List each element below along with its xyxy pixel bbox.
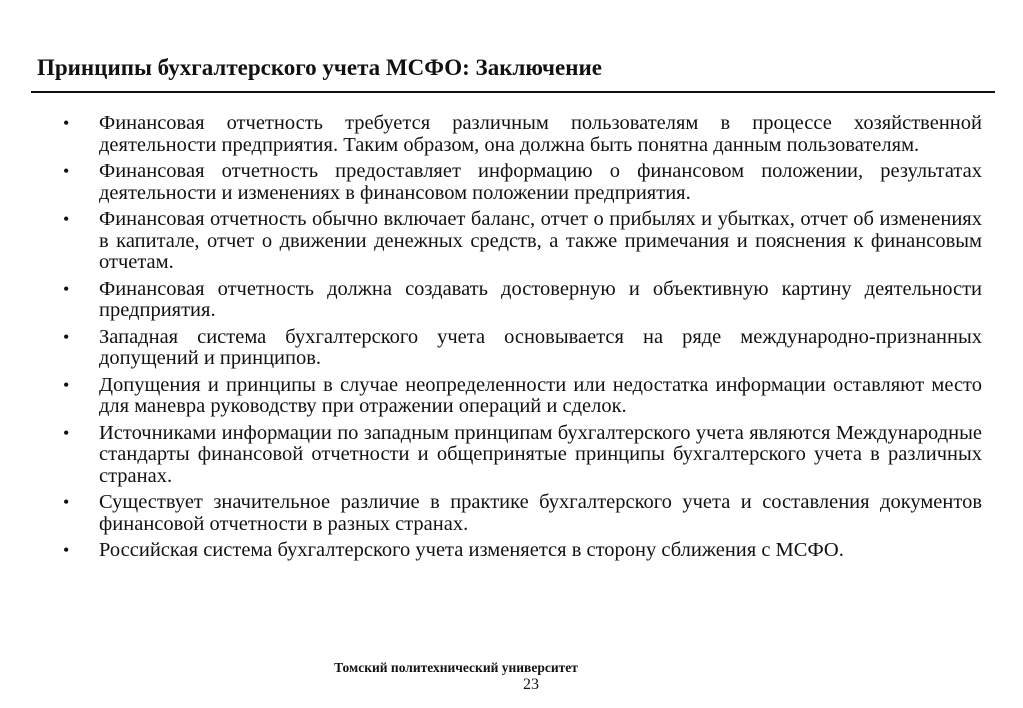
title-divider xyxy=(31,91,995,93)
bullet-dot-icon: • xyxy=(63,492,70,512)
bullet-text: Источниками информации по западным принципам бухгалтерского учета являются Международные стандарты финансовой отчетности и общепринятые принципы бухгалтерского учета в различных странах. xyxy=(99,421,982,487)
bullet-dot-icon: • xyxy=(63,278,70,299)
bullet-text: Финансовая отчетность обычно включает баланс, отчет о прибылях и убытках, отчет об изменениях в капитале, отчет о движении денежных средств, а также примечания и пояснения к финансовым отчетам. xyxy=(99,208,982,273)
bullet-item xyxy=(0,161,982,204)
footer-organization: Томский политехнический университет xyxy=(334,660,578,675)
bullet-dot-icon: • xyxy=(63,540,70,560)
bullet-item xyxy=(0,375,982,418)
bullet-text: Финансовая отчетность требуется различным пользователям в процессе хозяйственной деятельности предприятия. Таким образом, она должна быть понятна данным пользователям. xyxy=(99,112,982,156)
bullet-item xyxy=(0,113,982,156)
bullet-dot-icon: • xyxy=(63,422,70,443)
page-number: 23 xyxy=(523,676,539,693)
bullet-list xyxy=(0,113,1023,567)
bullet-dot-icon: • xyxy=(63,326,70,347)
bullet-item xyxy=(0,279,982,322)
bullet-text: Финансовая отчетность предоставляет информацию о финансовом положении, результатах деятельности и изменениях в финансовом положении предприятия. xyxy=(99,160,982,204)
bullet-item xyxy=(0,423,982,488)
bullet-dot-icon: • xyxy=(63,209,70,229)
bullet-dot-icon: • xyxy=(63,113,70,133)
bullet-text: Российская система бухгалтерского учета изменяется в сторону сближения с МСФО. xyxy=(99,539,844,561)
bullet-text: Существует значительное различие в практике бухгалтерского учета и составления документов финансовой отчетности в разных странах. xyxy=(99,491,982,535)
bullet-item xyxy=(0,492,982,535)
bullet-item xyxy=(0,540,982,562)
bullet-text: Финансовая отчетность должна создавать достоверную и объективную картину деятельности предприятия. xyxy=(99,277,982,321)
bullet-text: Допущения и принципы в случае неопределенности или недостатка информации оставляют место для маневра руководству при отражении операций и сделок. xyxy=(99,373,982,417)
bullet-dot-icon: • xyxy=(63,374,70,395)
bullet-item xyxy=(0,327,982,370)
bullet-item xyxy=(0,209,982,274)
bullet-text: Западная система бухгалтерского учета основывается на ряде международно-признанных допущений и принципов. xyxy=(99,325,982,369)
slide-title: Принципы бухгалтерского учета МСФО: Заключение xyxy=(37,55,602,80)
bullet-dot-icon: • xyxy=(63,161,70,181)
